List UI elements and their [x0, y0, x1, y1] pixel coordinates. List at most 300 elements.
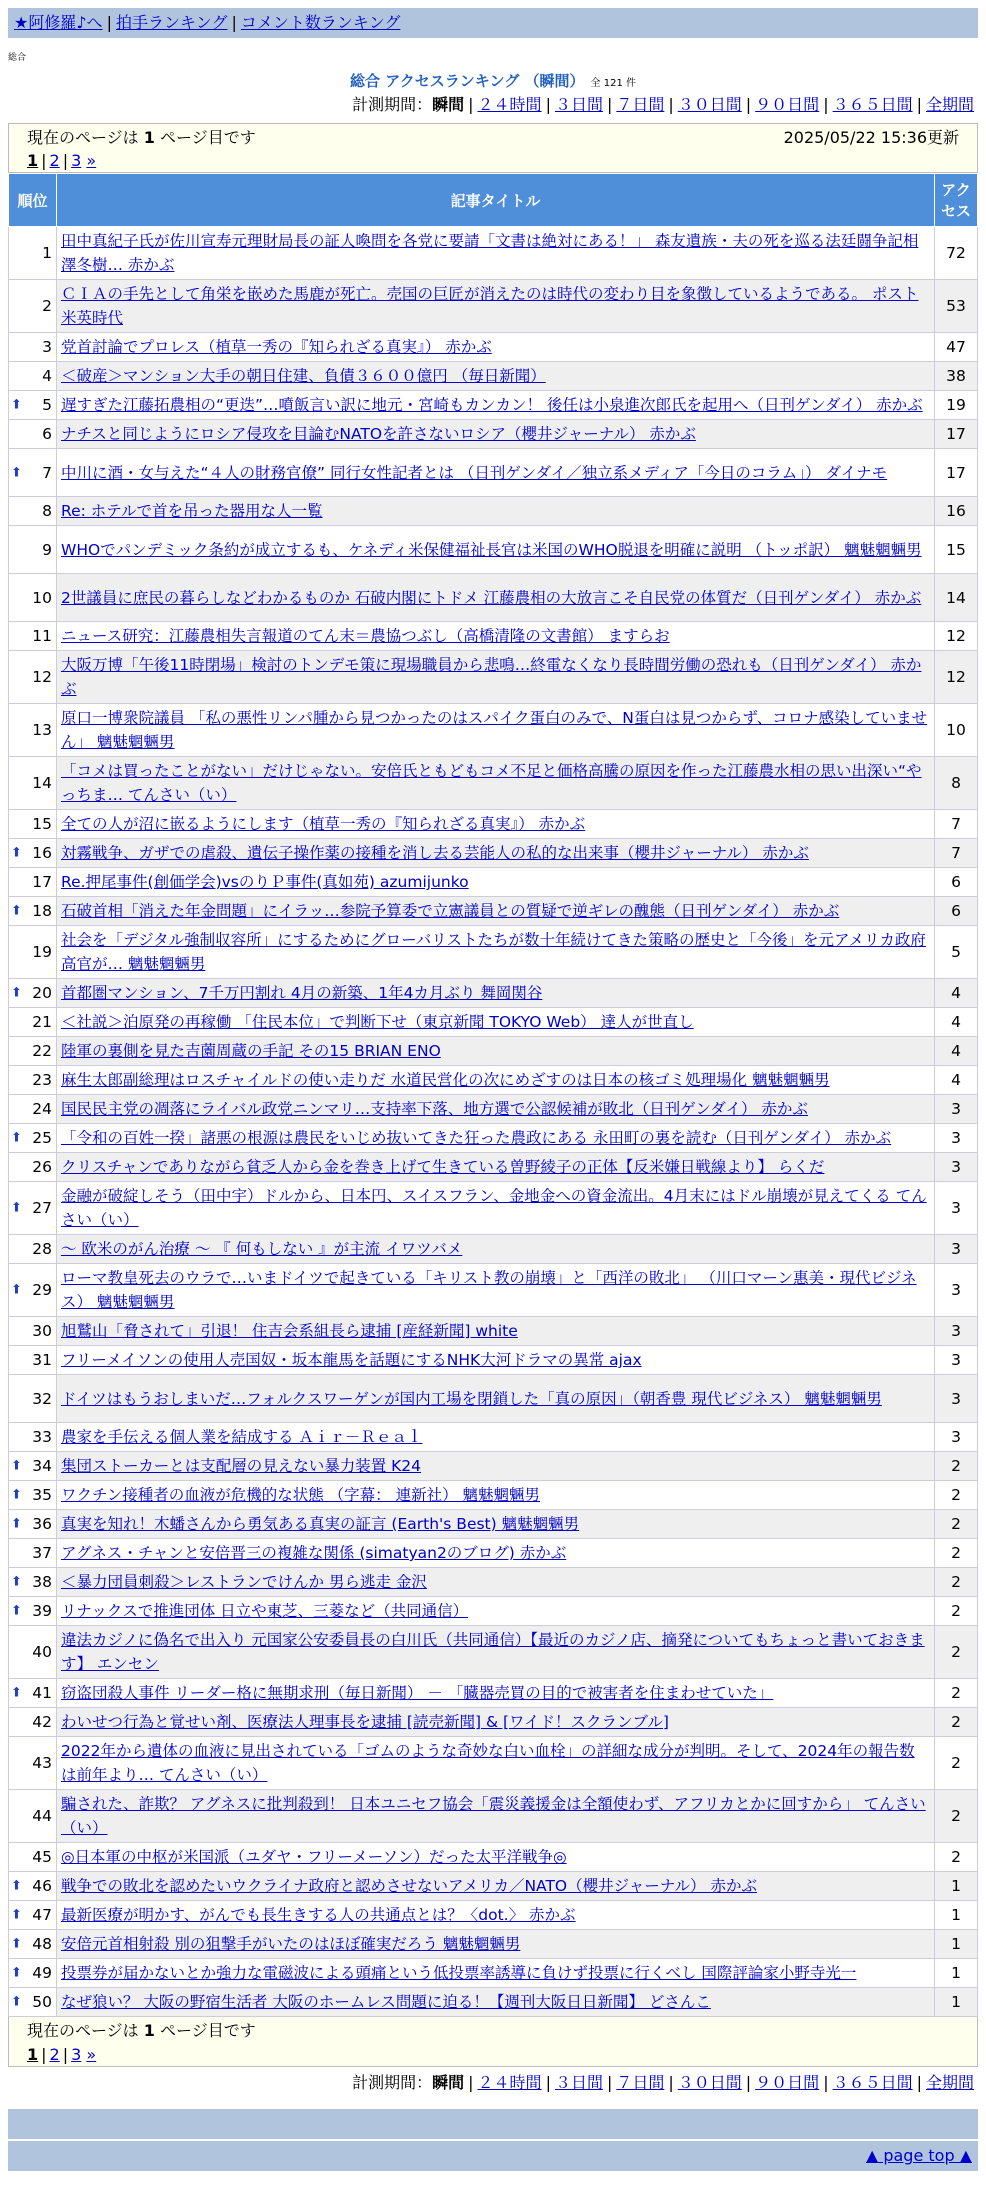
- article-title-link[interactable]: 「令和の百姓一揆」諸悪の根源は農民をいじめ抜いてきた狂った農政にある 永田町の裏を読む（日刊ゲンダイ） 赤かぶ: [61, 1129, 892, 1147]
- ranking-table: [8, 173, 978, 2017]
- access-count: 2: [935, 1539, 978, 1568]
- title-cell: [57, 810, 935, 839]
- header-rank: 順位: [9, 174, 57, 227]
- rank-number: 37: [32, 1544, 52, 1562]
- rank-cell: [9, 1095, 57, 1124]
- period-option-link[interactable]: ３日間: [554, 2073, 603, 2092]
- title-cell: [57, 651, 935, 704]
- article-title-link[interactable]: ドイツはもうおしまいだ…フォルクスワーゲンが国内工場を閉鎖した「真の原因」（朝香豊 現代ビジネス） 魑魅魍魎男: [61, 1389, 882, 1408]
- article-title-link[interactable]: ワクチン接種者の血液が危機的な状態 （字幕： 連新社） 魑魅魍魎男: [61, 1486, 541, 1504]
- table-row: [9, 1375, 978, 1423]
- access-count: 2: [935, 1568, 978, 1597]
- rank-number: 36: [32, 1515, 52, 1533]
- period-label: 計測期間：: [352, 95, 433, 114]
- pager-separator: |: [41, 2045, 47, 2064]
- period-option-link[interactable]: ３０日間: [677, 2073, 742, 2092]
- access-count: 1: [935, 1872, 978, 1901]
- title-cell: [57, 1317, 935, 1346]
- rank-number: 41: [32, 1684, 52, 1702]
- access-count: 6: [935, 897, 978, 926]
- access-count: 3: [935, 1423, 978, 1452]
- table-row: [9, 280, 978, 333]
- access-count: 3: [935, 1375, 978, 1423]
- article-title-link[interactable]: 投票券が届かないとか強力な電磁波による頭痛という低投票率誘導に負けず投票に行くべし 国際評論家小野寺光一: [61, 1964, 857, 1982]
- period-option-link[interactable]: 全期間: [925, 95, 974, 114]
- up-arrow-icon: ⬆: [11, 1907, 22, 1923]
- total-count: 全 121 件: [590, 78, 636, 89]
- period-separator: |: [745, 2073, 752, 2092]
- rank-cell: [9, 227, 57, 280]
- rank-cell: [9, 1510, 57, 1539]
- rank-cell: [9, 333, 57, 362]
- pager-separator: |: [62, 2045, 69, 2064]
- rank-number: 17: [32, 873, 52, 891]
- access-count: 3: [935, 1317, 978, 1346]
- rank-cell: [9, 362, 57, 391]
- rank-cell: [9, 574, 57, 622]
- rank-number: 15: [32, 815, 52, 833]
- rank-cell: [9, 1597, 57, 1626]
- access-count: 6: [935, 868, 978, 897]
- article-title-link[interactable]: 騙された、詐欺？ アグネスに批判殺到！ 日本ユニセフ協会「震災義援金は全額使わず、アフリカとかに回すから」 てんさい（い）: [61, 1795, 926, 1837]
- rank-cell: [9, 1375, 57, 1423]
- rank-cell: [9, 1182, 57, 1235]
- rank-number: 6: [42, 425, 52, 443]
- rank-cell: [9, 1066, 57, 1095]
- access-count: 4: [935, 1066, 978, 1095]
- access-count: 3: [935, 1124, 978, 1153]
- access-count: 14: [935, 574, 978, 622]
- period-option-link[interactable]: ９０日間: [755, 95, 820, 114]
- rank-number: 27: [32, 1199, 52, 1217]
- rank-number: 20: [32, 984, 52, 1002]
- period-separator: |: [545, 95, 551, 114]
- title-cell: [57, 897, 935, 926]
- rank-cell: [9, 1235, 57, 1264]
- title-cell: [57, 1790, 935, 1843]
- table-row: [9, 757, 978, 810]
- access-count: 17: [935, 420, 978, 449]
- title-cell: [57, 1872, 935, 1901]
- rank-cell: [9, 1790, 57, 1843]
- access-count: 5: [935, 926, 978, 979]
- title-cell: [57, 926, 935, 979]
- access-count: 72: [935, 227, 978, 280]
- rank-cell: [9, 622, 57, 651]
- article-title-link[interactable]: 戦争での敗北を認めたいウクライナ政府と認めさせないアメリカ／NATO（櫻井ジャーナル） 赤かぶ: [61, 1877, 757, 1895]
- period-selector-top: [0, 93, 974, 117]
- period-label: 計測期間：: [352, 2073, 433, 2092]
- rank-cell: [9, 1901, 57, 1930]
- rank-cell: [9, 280, 57, 333]
- table-row: [9, 1008, 978, 1037]
- rank-number: 11: [32, 627, 52, 645]
- article-title-link[interactable]: 旭鷲山「脅されて」引退！ 住吉会系組長ら逮捕 [産経新聞] white: [61, 1322, 518, 1340]
- rank-cell: [9, 497, 57, 526]
- title-cell: [57, 1597, 935, 1626]
- page-top-link[interactable]: ▲ page top ▲: [865, 2146, 972, 2165]
- access-count: 19: [935, 391, 978, 420]
- article-title-link[interactable]: 2022年から遺体の血液に見出されている「ゴムのような奇妙な白い血栓」の詳細な成分が判明。そして、2024年の報告数は前年より… てんさい（い）: [61, 1742, 915, 1784]
- access-count: 3: [935, 1235, 978, 1264]
- table-row: [9, 1843, 978, 1872]
- home-link[interactable]: ★阿修羅♪へ: [14, 13, 103, 32]
- article-title-link[interactable]: ＜暴力団員刺殺＞レストランでけんか 男ら逃走 金沢: [61, 1573, 427, 1591]
- table-row: [9, 449, 978, 497]
- rank-cell: [9, 1737, 57, 1790]
- table-row: [9, 704, 978, 757]
- rank-cell: [9, 1626, 57, 1679]
- access-count: 12: [935, 651, 978, 704]
- period-separator: |: [468, 2073, 474, 2092]
- title-cell: [57, 1481, 935, 1510]
- title-cell: [57, 1182, 935, 1235]
- pager-page-link[interactable]: 2: [49, 2045, 60, 2064]
- current-page-text: 現在のページは 1 ページ目です: [27, 128, 256, 147]
- title-cell: [57, 1375, 935, 1423]
- article-title-link[interactable]: ナチスと同じようにロシア侵攻を目論むNATOを許さないロシア（櫻井ジャーナル） 赤かぶ: [61, 425, 696, 443]
- article-title-link[interactable]: WHOでパンデミック条約が成立するも、ケネディ米保健福祉長官は米国のWHO脱退を明確に説明 （トッポ訳） 魑魅魍魎男: [61, 540, 922, 559]
- article-title-link[interactable]: Re: ホテルで首を吊った器用な人一覧: [61, 502, 323, 520]
- rank-cell: [9, 704, 57, 757]
- pager-separator: |: [41, 151, 47, 170]
- table-row: [9, 897, 978, 926]
- access-count: 16: [935, 497, 978, 526]
- access-count: 1: [935, 1930, 978, 1959]
- access-count: 15: [935, 526, 978, 574]
- rank-cell: [9, 391, 57, 420]
- rank-number: 42: [32, 1713, 52, 1731]
- title-cell: [57, 574, 935, 622]
- rank-number: 31: [32, 1351, 52, 1369]
- rank-cell: [9, 420, 57, 449]
- access-count: 10: [935, 704, 978, 757]
- title-cell: [57, 1930, 935, 1959]
- table-row: [9, 1988, 978, 2017]
- access-count: 2: [935, 1737, 978, 1790]
- table-row: [9, 1679, 978, 1708]
- table-row: [9, 651, 978, 704]
- up-arrow-icon: ⬆: [11, 1936, 22, 1952]
- article-title-link[interactable]: なぜ狼い？ 大阪の野宿生活者 大阪のホームレス問題に迫る！【週刊大阪日日新聞】 どさんこ: [61, 1993, 711, 2011]
- article-title-link[interactable]: 〜 欧米のがん治療 〜 『 何もしない 』が主流 イワツバメ: [61, 1240, 463, 1258]
- rank-number: 38: [32, 1573, 52, 1591]
- rank-number: 10: [32, 588, 52, 607]
- rank-cell: [9, 1539, 57, 1568]
- rank-cell: [9, 1481, 57, 1510]
- title-cell: [57, 420, 935, 449]
- period-separator: |: [468, 95, 474, 114]
- rank-number: 18: [32, 902, 52, 920]
- up-arrow-icon: ⬆: [11, 1603, 22, 1619]
- article-title-link[interactable]: ◎日本軍の中枢が米国派（ユダヤ・フリーメーソン）だった太平洋戦争◎: [61, 1848, 567, 1866]
- page-info-bottom: [8, 2017, 978, 2067]
- table-row: [9, 574, 978, 622]
- access-count: 4: [935, 1008, 978, 1037]
- top-nav-bar: [8, 8, 978, 38]
- article-title-link[interactable]: フリーメイソンの使用人売国奴・坂本龍馬を話題にするNHK大河ドラマの異常 ajax: [61, 1351, 642, 1369]
- article-title-link[interactable]: ＜社説＞泊原発の再稼働 「住民本位」で判断下せ（東京新聞 TOKYO Web） 達人が世直し: [61, 1013, 694, 1031]
- article-title-link[interactable]: 石破首相「消えた年金問題」にイラッ…参院予算委で立憲議員との質疑で逆ギレの醜態（日刊ゲンダイ） 赤かぶ: [61, 902, 840, 920]
- title-cell: [57, 1626, 935, 1679]
- title-cell: [57, 868, 935, 897]
- access-count: 3: [935, 1264, 978, 1317]
- period-separator: |: [916, 2073, 922, 2092]
- article-title-link[interactable]: 遅すぎた江藤拓農相の“更迭”…噴飯言い訳に地元・宮崎もカンカン！ 後任は小泉進次郎氏を起用へ（日刊ゲンダイ） 赤かぶ: [61, 396, 923, 414]
- period-option-link[interactable]: ２４時間: [477, 95, 542, 114]
- updated-timestamp: 2025/05/22 15:36更新: [783, 128, 959, 147]
- rank-number: 2: [42, 297, 52, 315]
- comment-ranking-link[interactable]: コメント数ランキング: [240, 13, 401, 32]
- rank-number: 14: [32, 774, 52, 792]
- ranking-title: 総合 アクセスランキング （瞬間）: [350, 72, 585, 90]
- title-cell: [57, 1066, 935, 1095]
- period-separator: |: [745, 95, 752, 114]
- access-count: 2: [935, 1679, 978, 1708]
- article-title-link[interactable]: 原口一博衆院議員 「私の悪性リンパ腫から見つかったのはスパイク蛋白のみで、N蛋白は見つからず、コロナ感染していません」 魑魅魍魎男: [61, 709, 928, 751]
- page-title: [0, 71, 986, 91]
- article-title-link[interactable]: ローマ教皇死去のウラで…いまドイツで起きている「キリスト教の崩壊」と「西洋の敗北」 （川口マーン惠美・現代ビジネス） 魑魅魍魎男: [61, 1269, 917, 1311]
- rank-number: 16: [32, 844, 52, 862]
- rank-number: 13: [32, 721, 52, 739]
- article-title-link[interactable]: 首都圏マンション、7千万円割れ 4月の新築、1年4カ月ぶり 舞岡関谷: [61, 984, 543, 1002]
- table-row: [9, 362, 978, 391]
- period-option-link[interactable]: ９０日間: [755, 2073, 820, 2092]
- article-title-link[interactable]: ニュース研究：江藤農相失言報道のてん末＝農協つぶし（高橋清隆の文書館） ますらお: [61, 627, 670, 645]
- article-title-link[interactable]: 「コメは買ったことがない」だけじゃない。安倍氏ともどもコメ不足と価格高騰の原因を作った江藤農水相の思い出深い“やっちま… てんさい（い）: [61, 762, 922, 804]
- period-option-link[interactable]: ３６５日間: [832, 95, 913, 114]
- period-option-link[interactable]: ２４時間: [477, 2073, 542, 2092]
- table-row: [9, 1790, 978, 1843]
- rank-number: 45: [32, 1848, 52, 1866]
- nav-separator: |: [231, 13, 237, 32]
- access-count: 4: [935, 979, 978, 1008]
- table-row: [9, 1959, 978, 1988]
- article-title-link[interactable]: 集団ストーカーとは支配層の見えない暴力装置 K24: [61, 1457, 422, 1475]
- article-title-link[interactable]: クリスチャンでありながら貧乏人から金を巻き上げて生きている曽野綾子の正体【反米嫌日戦線より】 らくだ: [61, 1158, 825, 1176]
- rank-number: 3: [42, 338, 52, 356]
- access-count: 3: [935, 1095, 978, 1124]
- clap-ranking-link[interactable]: 拍手ランキング: [115, 13, 228, 32]
- period-separator: |: [606, 2073, 613, 2092]
- up-arrow-icon: ⬆: [11, 1282, 22, 1298]
- article-title-link[interactable]: 大阪万博「午後11時閉場」検討のトンデモ策に現場職員から悲鳴…終電なくなり長時間労働の恐れも（日刊ゲンダイ） 赤かぶ: [61, 656, 922, 698]
- article-title-link[interactable]: 国民民主党の凋落にライバル政党ニンマリ…支持率下落、地方選で公認候補が敗北（日刊ゲンダイ） 赤かぶ: [61, 1100, 808, 1118]
- rank-number: 40: [32, 1643, 52, 1661]
- title-cell: [57, 526, 935, 574]
- up-arrow-icon: ⬆: [11, 1965, 22, 1981]
- rank-cell: [9, 1959, 57, 1988]
- article-title-link[interactable]: 中川に酒・女与えた“４人の財務官僚” 同行女性記者とは （日刊ゲンダイ／独立系メディア「今日のコラム」） ダイナモ: [61, 463, 888, 482]
- article-title-link[interactable]: 違法カジノに偽名で出入り 元国家公安委員長の白川氏（共同通信）【最近のカジノ店、摘発についてもちょっと書いておきます】 エンセン: [61, 1631, 925, 1673]
- rank-cell: [9, 1124, 57, 1153]
- table-row: [9, 1182, 978, 1235]
- rank-number: 30: [32, 1322, 52, 1340]
- period-separator: |: [823, 2073, 829, 2092]
- article-title-link[interactable]: アグネス・チャンと安倍晋三の複雑な関係 (simatyan2のブログ) 赤かぶ: [61, 1544, 567, 1562]
- access-count: 3: [935, 1346, 978, 1375]
- title-cell: [57, 1095, 935, 1124]
- rank-number: 47: [32, 1906, 52, 1924]
- article-title-link[interactable]: 田中真紀子氏が佐川宣寿元理財局長の証人喚問を各党に要請「文書は絶対にある！」 森友遺族・夫の死を巡る法廷闘争記相澤冬樹… 赤かぶ: [61, 232, 919, 274]
- table-row: [9, 868, 978, 897]
- rank-number: 33: [32, 1428, 52, 1446]
- rank-cell: [9, 897, 57, 926]
- article-title-link[interactable]: 陸軍の裏側を見た吉薗周蔵の手記 その15 BRIAN ENO: [61, 1042, 441, 1060]
- period-option-link[interactable]: ７日間: [616, 95, 665, 114]
- rank-number: 29: [32, 1281, 52, 1299]
- article-title-link[interactable]: 社会を「デジタル強制収容所」にするためにグローバリストたちが数十年続けてきた策略の歴史と「今後」を元アメリカ政府高官が… 魑魅魍魎男: [61, 931, 926, 973]
- title-cell: [57, 1568, 935, 1597]
- access-count: 47: [935, 333, 978, 362]
- article-title-link[interactable]: 窃盗団殺人事件 リーダー格に無期求刑（毎日新聞） － 「臓器売買の目的で被害者を住まわせていた」: [61, 1684, 774, 1702]
- article-title-link[interactable]: 金融が破綻しそう（田中宇）ドルから、日本円、スイスフラン、金地金への資金流出。4月末にはドル崩壊が見えてくる てんさい（い）: [61, 1187, 927, 1229]
- table-row: [9, 839, 978, 868]
- pager-page-link[interactable]: 2: [49, 151, 60, 170]
- access-count: 38: [935, 362, 978, 391]
- article-title-link[interactable]: 農家を手伝える個人業を結成する Ａｉｒ－Ｒｅａｌ: [61, 1428, 423, 1446]
- article-title-link[interactable]: ＣＩＡの手先として角栄を嵌めた馬鹿が死亡。売国の巨匠が消えたのは時代の変わり目を象徴しているようである。 ポスト米英時代: [61, 285, 919, 327]
- pager-page-link[interactable]: 3: [71, 2045, 82, 2064]
- article-title-link[interactable]: 2世議員に庶民の暮らしなどわかるものか 石破内閣にトドメ 江藤農相の大放言こそ自民党の体質だ（日刊ゲンダイ） 赤かぶ: [61, 588, 922, 607]
- up-arrow-icon: ⬆: [11, 1516, 22, 1532]
- rank-cell: [9, 1153, 57, 1182]
- access-count: 17: [935, 449, 978, 497]
- period-option-link[interactable]: 全期間: [925, 2073, 974, 2092]
- article-title-link[interactable]: 最新医療が明かす、がんでも長生きする人の共通点とは？〈dot.〉 赤かぶ: [61, 1906, 576, 1924]
- table-row: [9, 1346, 978, 1375]
- table-row: [9, 497, 978, 526]
- rank-cell: [9, 1264, 57, 1317]
- title-cell: [57, 1235, 935, 1264]
- rank-number: 28: [32, 1240, 52, 1258]
- title-cell: [57, 1737, 935, 1790]
- up-arrow-icon: ⬆: [11, 1574, 22, 1590]
- title-cell: [57, 1988, 935, 2017]
- title-cell: [57, 497, 935, 526]
- article-title-link[interactable]: 対霧戦争、ガザでの虐殺、遺伝子操作薬の接種を消し去る芸能人の私的な出来事（櫻井ジャーナル） 赤かぶ: [61, 844, 809, 862]
- title-cell: [57, 1346, 935, 1375]
- period-option-link[interactable]: ３０日間: [677, 95, 742, 114]
- title-cell: [57, 979, 935, 1008]
- pager-next-link[interactable]: »: [86, 2045, 97, 2064]
- period-option-link[interactable]: ７日間: [616, 2073, 665, 2092]
- article-title-link[interactable]: 真実を知れ！木蟠さんから勇気ある真実の証言 (Earth's Best) 魑魅魍魎男: [61, 1515, 580, 1533]
- up-arrow-icon: ⬆: [11, 903, 22, 919]
- period-separator: |: [668, 2073, 674, 2092]
- access-count: 3: [935, 1153, 978, 1182]
- rank-cell: [9, 810, 57, 839]
- article-title-link[interactable]: Re.押尾事件(創価学会)vsのりＰ事件(真如苑) azumijunko: [61, 873, 469, 891]
- table-row: [9, 926, 978, 979]
- table-row: [9, 420, 978, 449]
- up-arrow-icon: ⬆: [11, 1487, 22, 1503]
- title-cell: [57, 1008, 935, 1037]
- table-row: [9, 1235, 978, 1264]
- nav-separator: |: [106, 13, 112, 32]
- up-arrow-icon: ⬆: [11, 1994, 22, 2010]
- period-separator: |: [545, 2073, 551, 2092]
- rank-number: 12: [32, 668, 52, 686]
- access-count: 1: [935, 1988, 978, 2017]
- rank-number: 48: [32, 1935, 52, 1953]
- table-row: [9, 1510, 978, 1539]
- table-row: [9, 526, 978, 574]
- table-row: [9, 1153, 978, 1182]
- access-count: 1: [935, 1959, 978, 1988]
- rank-cell: [9, 868, 57, 897]
- access-count: 2: [935, 1510, 978, 1539]
- period-option-link[interactable]: ３日間: [554, 95, 603, 114]
- rank-cell: [9, 1930, 57, 1959]
- rank-number: 50: [32, 1993, 52, 2011]
- access-count: 2: [935, 1790, 978, 1843]
- access-count: 2: [935, 1626, 978, 1679]
- rank-number: 44: [32, 1807, 52, 1825]
- period-current: 瞬間: [432, 95, 465, 114]
- rank-cell: [9, 526, 57, 574]
- title-cell: [57, 362, 935, 391]
- article-title-link[interactable]: わいせつ行為と覚せい剤、医療法人理事長を逮捕 [読売新聞] & [ワイド！スクランブル]: [61, 1713, 669, 1731]
- article-title-link[interactable]: 安倍元首相射殺 別の狙撃手がいたのはほぼ確実だろう 魑魅魍魎男: [61, 1935, 521, 1953]
- rank-cell: [9, 1708, 57, 1737]
- rank-number: 35: [32, 1486, 52, 1504]
- bottom-bar: [8, 2109, 978, 2139]
- pager-bottom: [27, 2043, 959, 2067]
- access-count: 7: [935, 839, 978, 868]
- title-cell: [57, 1843, 935, 1872]
- rank-number: 5: [42, 396, 52, 414]
- article-title-link[interactable]: ＜破産＞マンション大手の朝日住建、負債３６００億円 （毎日新聞）: [61, 367, 546, 385]
- rank-number: 24: [32, 1100, 52, 1118]
- article-title-link[interactable]: 党首討論でプロレス（植草一秀の『知られざる真実』） 赤かぶ: [61, 338, 492, 356]
- access-count: 1: [935, 1901, 978, 1930]
- pager-page-link[interactable]: 3: [71, 151, 82, 170]
- table-row: [9, 1066, 978, 1095]
- article-title-link[interactable]: 麻生太郎副総理はロスチャイルドの使い走りだ 水道民営化の次にめざすのは日本の核ゴミ処理場化 魑魅魍魎男: [61, 1071, 830, 1089]
- rank-cell: [9, 1037, 57, 1066]
- title-cell: [57, 1510, 935, 1539]
- table-row: [9, 1037, 978, 1066]
- period-selector-bottom: [0, 2071, 974, 2095]
- rank-cell: [9, 1452, 57, 1481]
- article-title-link[interactable]: リナックスで推進団体 日立や東芝、三菱など（共同通信）: [61, 1602, 469, 1620]
- table-row: [9, 227, 978, 280]
- table-row: [9, 1626, 978, 1679]
- title-cell: [57, 1708, 935, 1737]
- table-row: [9, 1539, 978, 1568]
- period-option-link[interactable]: ３６５日間: [832, 2073, 913, 2092]
- header-access: アクセス: [935, 174, 978, 227]
- title-cell: [57, 839, 935, 868]
- pager-top: [27, 150, 959, 172]
- up-arrow-icon: ⬆: [11, 985, 22, 1001]
- title-cell: [57, 1539, 935, 1568]
- title-cell: [57, 1124, 935, 1153]
- up-arrow-icon: ⬆: [11, 1130, 22, 1146]
- up-arrow-icon: ⬆: [11, 845, 22, 861]
- pager-next-link[interactable]: »: [86, 151, 97, 170]
- title-cell: [57, 1037, 935, 1066]
- article-title-link[interactable]: 全ての人が沼に嵌るようにします（植草一秀の『知られざる真実』） 赤かぶ: [61, 815, 586, 833]
- rank-number: 7: [42, 463, 52, 482]
- access-count: 53: [935, 280, 978, 333]
- rank-number: 9: [42, 540, 52, 559]
- rank-number: 49: [32, 1964, 52, 1982]
- up-arrow-icon: ⬆: [11, 1878, 22, 1894]
- header-title: 記事タイトル: [57, 174, 935, 227]
- period-separator: |: [606, 95, 613, 114]
